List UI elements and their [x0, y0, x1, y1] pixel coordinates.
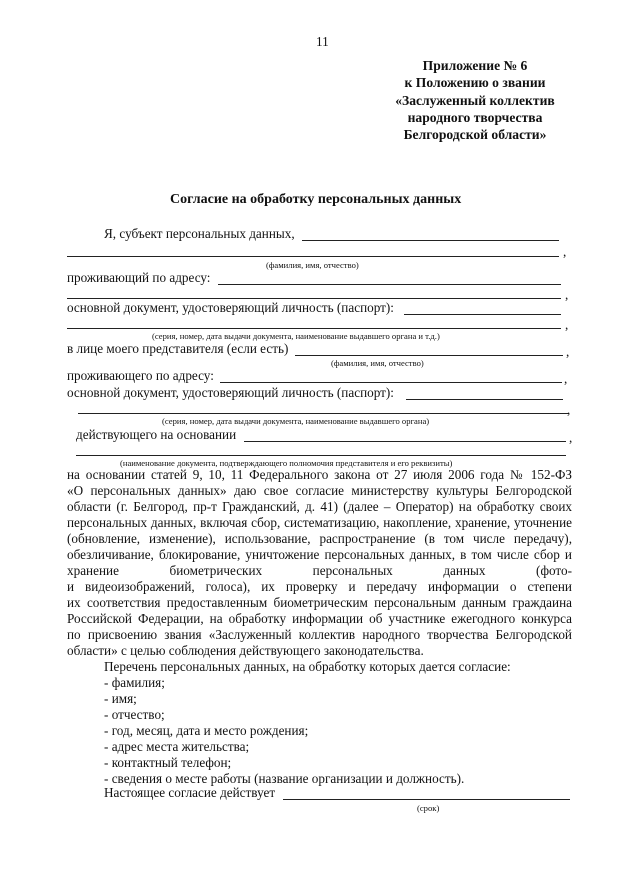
document-label: основной документ, удостоверяющий личность (паспорт):	[67, 300, 394, 315]
address-field[interactable]	[218, 284, 561, 285]
paragraph-line: и видеоизображений, голоса), их проверку и передачу информации о степени	[67, 579, 572, 594]
appendix-line: «Заслуженный коллектив	[395, 93, 555, 108]
paragraph-line: области (г. Белгород, пр-т Гражданский, д. 41) (далее – Оператор) на обработку своих	[67, 499, 572, 514]
document-hint: (серия, номер, дата выдачи документа, наименование выдавшего органа и т.д.)	[152, 331, 440, 341]
rep-document-hint: (серия, номер, дата выдачи документа, наименование выдавшего органа)	[162, 416, 430, 426]
subject-label: Я, субъект персональных данных,	[104, 226, 295, 241]
rep-address-field[interactable]	[220, 382, 562, 383]
basis-hint: (наименование документа, подтверждающего полномочия представителя и его реквизиты)	[120, 458, 453, 468]
list-item: - фамилия;	[104, 675, 165, 690]
validity-field[interactable]	[283, 799, 570, 800]
paragraph-line: обезличивание, блокирование, уничтожение персональных данных, в том числе сбор и	[67, 547, 572, 562]
list-item: - имя;	[104, 691, 137, 706]
rep-fio-field[interactable]	[295, 355, 563, 356]
rep-fio-hint: (фамилия, имя, отчество)	[331, 358, 424, 368]
validity-hint: (срок)	[417, 803, 440, 813]
appendix-line: к Положению о звании	[404, 75, 546, 90]
rep-document-field-2[interactable]	[78, 413, 569, 414]
list-item: - сведения о месте работы (название организации и должность).	[104, 771, 465, 786]
rep-document-label: основной документ, удостоверяющий личность (паспорт):	[67, 385, 394, 400]
basis-field[interactable]	[244, 441, 566, 442]
subject-fio-field[interactable]	[302, 240, 559, 241]
appendix-line: Приложение № 6	[422, 58, 528, 73]
appendix-line: Белгородской области»	[403, 127, 547, 142]
document-field-2[interactable]	[67, 328, 561, 329]
paragraph-line: по присвоению звания «Заслуженный коллектив народного творчества Белгородской	[67, 627, 572, 642]
subject-fio-field-2[interactable]	[67, 256, 559, 257]
list-item: - отчество;	[104, 707, 165, 722]
paragraph-line: Российской Федерации, на обработку информации об участнике ежегодного конкурса	[67, 611, 572, 626]
page-number: 11	[316, 34, 329, 49]
paragraph-line: «О персональных данных» даю свое согласие министерству культуры Белгородской	[67, 483, 572, 498]
validity-label: Настоящее согласие действует	[104, 785, 276, 800]
basis-label: действующего на основании	[76, 427, 237, 442]
comma: ,	[569, 430, 573, 445]
document-field[interactable]	[404, 314, 561, 315]
address-label: проживающий по адресу:	[67, 270, 211, 285]
comma: ,	[564, 371, 568, 386]
paragraph-line: хранение биометрических персональных данных (фото-	[67, 563, 572, 578]
rep-document-field[interactable]	[406, 399, 563, 400]
paragraph-line: персональных данных, включая сбор, систематизацию, накопление, хранение, уточнение	[67, 515, 572, 530]
basis-field-2[interactable]	[76, 455, 566, 456]
rep-label: в лице моего представителя (если есть)	[67, 341, 289, 356]
list-item: - год, месяц, дата и место рождения;	[104, 723, 309, 738]
comma: ,	[567, 402, 571, 417]
fio-hint: (фамилия, имя, отчество)	[266, 260, 359, 270]
list-intro: Перечень персональных данных, на обработку которых дается согласие:	[104, 659, 511, 674]
comma: ,	[565, 287, 569, 302]
address-field-2[interactable]	[67, 298, 561, 299]
paragraph-line: их соответствия предоставленным биометрическим персональным данным граждаина	[67, 595, 572, 610]
paragraph-line-last: области» с целью соблюдения действующего законодательства.	[67, 643, 424, 658]
list-item: - контактный телефон;	[104, 755, 232, 770]
paragraph-line: (обновление, изменение), использование, распространение (в том числе передачу),	[67, 531, 572, 546]
comma: ,	[565, 317, 569, 332]
rep-address-label: проживающего по адресу:	[67, 368, 214, 383]
appendix-line: народного творчества	[407, 110, 543, 125]
list-item: - адрес места жительства;	[104, 739, 250, 754]
comma: ,	[566, 344, 570, 359]
comma: ,	[563, 244, 567, 259]
paragraph-line: на основании статей 9, 10, 11 Федерального закона от 27 июля 2006 года № 152-ФЗ	[67, 467, 572, 482]
document-title: Согласие на обработку персональных данных	[170, 192, 462, 207]
